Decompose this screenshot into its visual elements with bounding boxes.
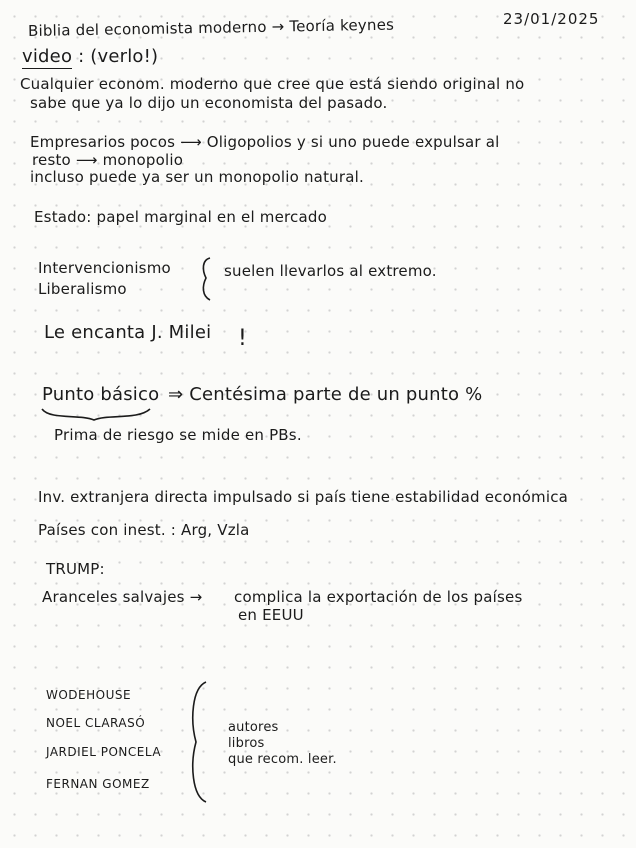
quote-line-1: Cualquier econom. moderno que cree que está siendo original no xyxy=(20,75,525,93)
curly-brace-icon xyxy=(40,406,152,424)
autor-2: NOEL CLARASÓ xyxy=(46,716,146,730)
date: 23/01/2025 xyxy=(503,10,600,28)
brace-icon xyxy=(186,680,210,804)
oligopolio-line xyxy=(30,133,499,151)
autores-note-2: libros xyxy=(228,736,265,751)
arrow-icon: ⟶ xyxy=(75,151,98,169)
punto-definition: ⇒ Centésima parte de un punto % xyxy=(168,384,483,405)
autores-note-3: que recom. leer. xyxy=(228,752,337,767)
complica-line-2: en EEUU xyxy=(238,606,304,624)
inversion-line: Inv. extranjera directa impulsado si país tiene estabilidad económica xyxy=(38,488,569,506)
monopolio-left: resto xyxy=(32,151,71,169)
arrow-icon: → xyxy=(189,588,203,606)
brace-icon xyxy=(198,256,214,302)
trump-line: TRUMP: xyxy=(46,560,105,578)
monopolio-line xyxy=(32,151,183,169)
quote-line-2: sabe que ya lo dijo un economista del pasado. xyxy=(30,94,388,112)
title-line xyxy=(28,16,394,40)
arrow-icon: ⟶ xyxy=(180,133,202,151)
intervencionismo-line: Intervencionismo xyxy=(38,259,171,277)
autor-1: WODEHOUSE xyxy=(46,688,132,702)
aranceles-text: Aranceles salvajes xyxy=(42,588,185,606)
extremo-line: suelen llevarlos al extremo. xyxy=(224,262,437,280)
milei-line: Le encanta J. Milei xyxy=(44,322,212,343)
liberalismo-line: Liberalismo xyxy=(38,280,127,298)
video-label: video xyxy=(22,46,73,67)
title-right: Teoría keynes xyxy=(289,15,395,36)
video-rest: : (verlo!) xyxy=(78,46,159,67)
autor-3: JARDIEL PONCELA xyxy=(46,745,162,759)
autor-4: FERNAN GOMEZ xyxy=(46,777,150,791)
aranceles-line xyxy=(42,588,202,606)
video-line xyxy=(22,46,158,67)
complica-line: complica la exportación de los países xyxy=(234,588,523,606)
oligopolio-right: Oligopolios y si uno puede expulsar al xyxy=(206,133,500,151)
monopolio-right: monopolio xyxy=(102,151,184,169)
paises-line: Países con inest. : Arg, Vzla xyxy=(38,521,250,539)
title-arrow: → xyxy=(271,17,285,36)
prima-line: Prima de riesgo se mide en PBs. xyxy=(54,426,302,444)
title-text: Biblia del economista moderno xyxy=(27,17,267,40)
natural-line: incluso puede ya ser un monopolio natural. xyxy=(30,168,364,186)
estado-line: Estado: papel marginal en el mercado xyxy=(34,208,327,226)
exclamation-mark: ! xyxy=(238,326,247,351)
oligopolio-left: Empresarios pocos xyxy=(30,133,176,151)
autores-note-1: autores xyxy=(228,720,279,735)
punto-label: Punto básico xyxy=(42,384,160,405)
